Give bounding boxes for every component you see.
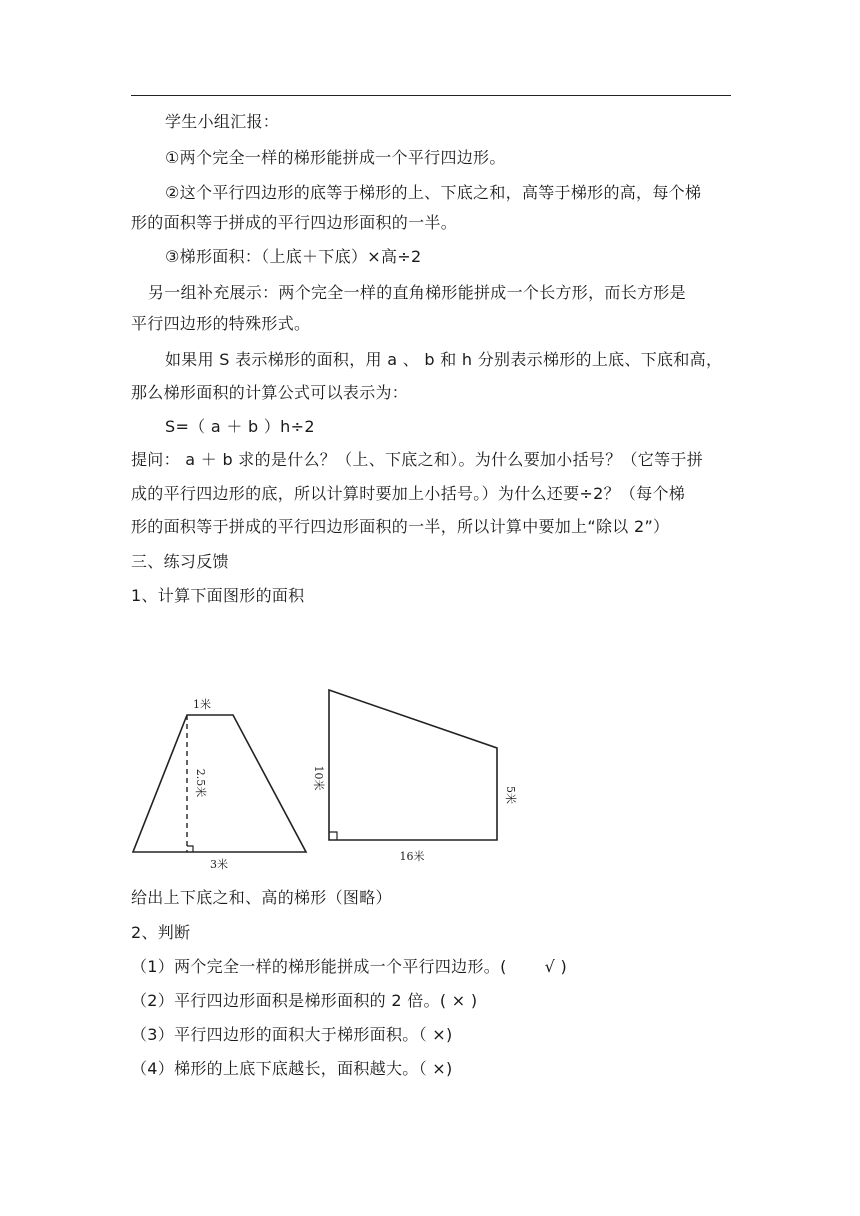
judgement-item: （4）梯形的上底下底越长，面积越大。（ ×) bbox=[131, 1059, 453, 1078]
exercise-heading: 1、计算下面图形的面积 bbox=[131, 586, 305, 605]
trapezoid-right bbox=[329, 690, 497, 840]
paragraph-line: 形的面积等于拼成的平行四边形面积的一半，所以计算中要加上“除以 2”） bbox=[131, 517, 670, 536]
label-bottom-base: 3米 bbox=[210, 858, 228, 871]
right-angle-mark bbox=[187, 846, 193, 852]
trapezoid-figures bbox=[125, 680, 525, 884]
judgement-item: （1）两个完全一样的梯形能拼成一个平行四边形。( √ ) bbox=[131, 957, 568, 976]
label-bottom-side: 16米 bbox=[399, 850, 425, 863]
label-right-side: 5米 bbox=[504, 786, 517, 804]
figure-canvas bbox=[125, 680, 525, 880]
figure-note: 给出上下底之和、高的梯形（图略） bbox=[131, 888, 392, 907]
label-top-base: 1米 bbox=[193, 698, 211, 711]
trapezoid-left bbox=[133, 715, 306, 852]
paragraph-line: 另一组补充展示：两个完全一样的直角梯形能拼成一个长方形，而长方形是 bbox=[148, 283, 686, 302]
paragraph-line: 如果用 S 表示梯形的面积，用 a 、 b 和 h 分别表示梯形的上底、下底和高， bbox=[165, 350, 723, 369]
section-heading: 三、练习反馈 bbox=[131, 552, 229, 571]
right-angle-mark bbox=[329, 832, 337, 840]
paragraph-line: 形的面积等于拼成的平行四边形面积的一半。 bbox=[131, 213, 458, 232]
paragraph-line: ②这个平行四边形的底等于梯形的上、下底之和，高等于梯形的高，每个梯 bbox=[165, 183, 702, 202]
header-rule bbox=[131, 95, 731, 96]
paragraph-line: 成的平行四边形的底，所以计算时要加上小括号。）为什么还要÷2？（每个梯 bbox=[131, 484, 686, 503]
exercise-heading: 2、判断 bbox=[131, 923, 191, 942]
formula-line: ③梯形面积：（上底＋下底）×高÷2 bbox=[165, 247, 422, 266]
paragraph-line: ①两个完全一样的梯形能拼成一个平行四边形。 bbox=[165, 148, 506, 167]
paragraph-line: 平行四边形的特殊形式。 bbox=[131, 314, 311, 333]
paragraph-line: 提问： a ＋ b 求的是什么？（上、下底之和）。为什么要加小括号？（它等于拼 bbox=[131, 450, 704, 469]
judgement-item: （2）平行四边形面积是梯形面积的 2 倍。( × ) bbox=[131, 991, 478, 1010]
paragraph-line: 学生小组汇报： bbox=[165, 112, 280, 131]
label-height: 2.5米 bbox=[194, 768, 207, 798]
paragraph-line: 那么梯形面积的计算公式可以表示为： bbox=[131, 383, 409, 402]
label-left-side: 10米 bbox=[312, 765, 325, 791]
formula-line: S=（ a ＋ b ）h÷2 bbox=[165, 417, 315, 436]
judgement-item: （3）平行四边形的面积大于梯形面积。（ ×) bbox=[131, 1025, 453, 1044]
